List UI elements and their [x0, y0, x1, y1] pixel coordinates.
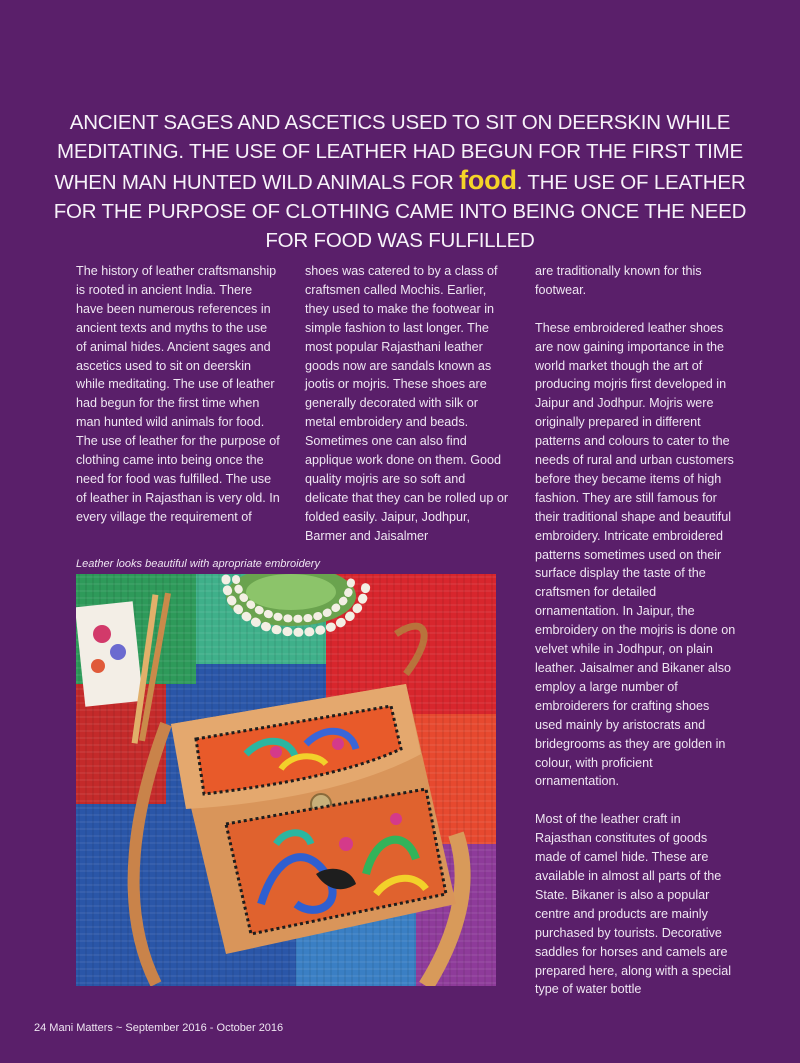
paragraph: The history of leather craftsmanship is rooted in ancient India. There have been numerous references in ancient texts and myths to the use of animal hides. Ancient sages and ascetics used to sit on deerskin while meditating. The use of leather had begun for the first time when man hunted wild animals for food. The use of leather for the purpose of clothing came into being once the need for food was fulfilled. The use of leather in Rajasthan is very old. In every village the requirement of	[76, 264, 280, 524]
photo-caption: Leather looks beautiful with apropriate embroidery	[76, 558, 320, 570]
page-folio: 24 Mani Matters ~ September 2016 - October 2016	[34, 1022, 284, 1034]
paragraph: These embroidered leather shoes are now gaining importance in the world market though the art of producing mojris first developed in Jaipur and Jodhpur. Mojris were originally prepared in different patterns and colours to cater to the needs of rural and urban customers before they became items of high fashion. They are still famous for their traditional shape and beautiful embroidery. Intricate embroidered patterns sometimes used on their surface display the taste of the craftsmen for detailed ornamentation. In Jaipur, the embroidery on the mojris is done on velvet while in Jodhpur, on plain leather. Jaisalmer and Bikaner also employ a large number of embroiderers for crafting shoes used mainly by aristocrats and bridegrooms as they are golden in colour, with proficient ornamentation.	[535, 320, 736, 789]
article-column-3	[535, 262, 740, 999]
paragraph: Most of the leather craft in Rajasthan constitutes of goods made of camel hide. These are available in almost all parts of the State. Bikaner is also a popular centre and products are mainly purchased by tourists. Decorative saddles for horses and camels are prepared here, along with a special type of water bottle	[535, 812, 732, 997]
headline-highlight: food	[459, 165, 517, 195]
headline-text-1: ANCIENT SAGES AND ASCETICS USED TO SIT ON DEERSKIN WHILE MEDITATING. THE USE OF LEATHER HAD BEGUN FOR THE FIRST TIME WHEN MAN HUNTED WILD ANIMALS FOR	[54, 111, 744, 194]
article-column-1	[76, 262, 281, 527]
headline-text-2: . THE USE OF LEATHER FOR THE PURPOSE OF CLOTHING CAME INTO BEING ONCE THE NEED FOR FOOD WAS FULFILLED	[53, 171, 747, 252]
headline	[40, 108, 760, 255]
paragraph: shoes was catered to by a class of craftsmen called Mochis. Earlier, they used to make the footwear in simple fashion to last longer. The most popular Rajasthani leather goods now are sandals known as jootis or mojris. These shoes are generally decorated with silk or metal embroidery and beads. Sometimes one can also find applique work done on them. Good quality mojris are so soft and delicate that they can be rolled up or folded easily. Jaipur, Jodhpur, Barmer and Jaisalmer	[305, 264, 509, 543]
article-column-2	[305, 262, 510, 546]
paragraph: are traditionally known for this footwear.	[535, 264, 702, 297]
embroidered-leather-bag-photo	[76, 574, 496, 986]
